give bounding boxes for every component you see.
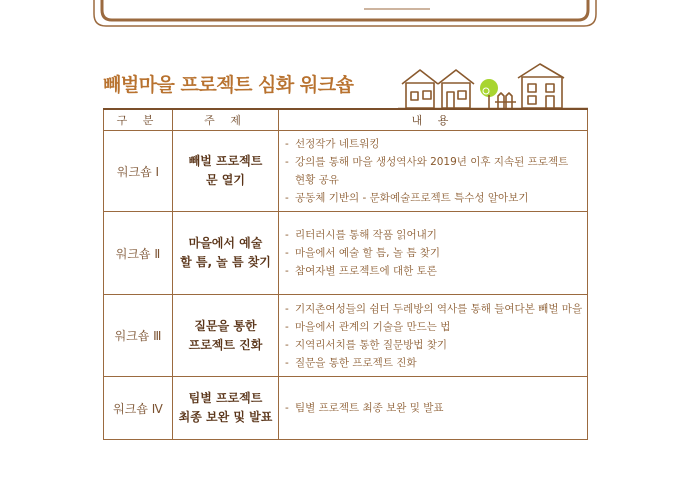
item-text: 마을에서 예술 할 틈, 놀 틈 찾기	[295, 247, 441, 259]
item-text: 공동체 기반의 - 문화예술프로젝트 특수성 알아보기	[295, 192, 529, 204]
list-item: - 질문을 통한 프로젝트 진화	[285, 356, 417, 369]
item-text: 기지촌여성들의 쉼터 두레방의 역사를 통해 들여다본 빼벌 마을	[295, 302, 583, 315]
item-text: 선정작가 네트워킹	[295, 138, 380, 150]
item-text: 질문을 통한 프로젝트 진화	[295, 356, 417, 369]
header-category: 구 분	[104, 109, 173, 131]
header-content: 내 용	[279, 109, 588, 131]
item-text: 마을에서 관계의 기술을 만드는 법	[295, 320, 451, 333]
row-topic-line: 최종 보완 및 발표	[178, 410, 273, 424]
row-topic-line: 마을에서 예술	[188, 236, 263, 250]
item-text: 리터러시를 통해 작품 읽어내기	[295, 229, 437, 241]
list-item: - 마을에서 관계의 기술을 만드는 법	[285, 320, 451, 333]
row-content	[279, 377, 588, 440]
list-item: - 지역리서치를 통한 질문방법 찾기	[285, 338, 448, 351]
table-header-row	[104, 109, 588, 131]
row-category: 워크숍 Ⅲ	[104, 295, 173, 377]
frame-border	[0, 0, 690, 28]
item-text: 참여자별 프로젝트에 대한 토론	[295, 265, 437, 277]
row-topic-line: 질문을 통한	[194, 318, 257, 333]
workshop-table	[103, 108, 588, 440]
row-topic-line: 팀별 프로젝트	[188, 391, 263, 405]
row-topic-line: 빼벌 프로젝트	[188, 154, 263, 168]
list-item: - 기지촌여성들의 쉼터 두레방의 역사를 통해 들여다본 빼벌 마을	[285, 302, 583, 315]
item-text: 지역리서치를 통한 질문방법 찾기	[295, 338, 448, 351]
section-title: 빼벌마을 프로젝트 심화 워크숍	[103, 74, 354, 96]
list-item: - 선정작가 네트워킹	[285, 138, 380, 150]
list-item-continuation	[285, 171, 587, 189]
list-item: - 마을에서 예술 할 틈, 놀 틈 찾기	[285, 247, 441, 259]
item-text: 강의를 통해 마을 생성역사와 2019년 이후 지속된 프로젝트	[295, 156, 569, 168]
row-category: 워크숍 Ⅱ	[104, 212, 173, 295]
table-row	[104, 212, 588, 295]
row-topic	[173, 377, 279, 440]
list-item: - 참여자별 프로젝트에 대한 토론	[285, 265, 437, 277]
list-item: - 팀별 프로젝트 최종 보완 및 발표	[285, 402, 444, 414]
list-item: - 강의를 통해 마을 생성역사와 2019년 이후 지속된 프로젝트	[285, 156, 569, 168]
row-content	[279, 212, 588, 295]
table-row	[104, 131, 588, 212]
table-row	[104, 295, 588, 377]
header-topic: 주 제	[173, 109, 279, 131]
table-row	[104, 377, 588, 440]
row-topic-line: 문 열기	[206, 173, 245, 187]
row-topic	[173, 131, 279, 212]
row-topic-line: 할 틈, 놀 틈 찾기	[180, 255, 271, 269]
list-item: - 공동체 기반의 - 문화예술프로젝트 특수성 알아보기	[285, 192, 529, 204]
houses-illustration	[398, 62, 588, 110]
item-text: 팀별 프로젝트 최종 보완 및 발표	[295, 402, 444, 414]
tree-icon	[480, 79, 498, 108]
item-text: 현황 공유	[295, 174, 339, 186]
row-category: 워크숍 Ⅳ	[104, 377, 173, 440]
row-topic-line: 프로젝트 진화	[188, 337, 263, 352]
list-item: - 리터러시를 통해 작품 읽어내기	[285, 229, 437, 241]
row-content	[279, 295, 588, 377]
row-topic	[173, 295, 279, 377]
row-category: 워크숍 Ⅰ	[104, 131, 173, 212]
row-content	[279, 131, 588, 212]
row-topic	[173, 212, 279, 295]
